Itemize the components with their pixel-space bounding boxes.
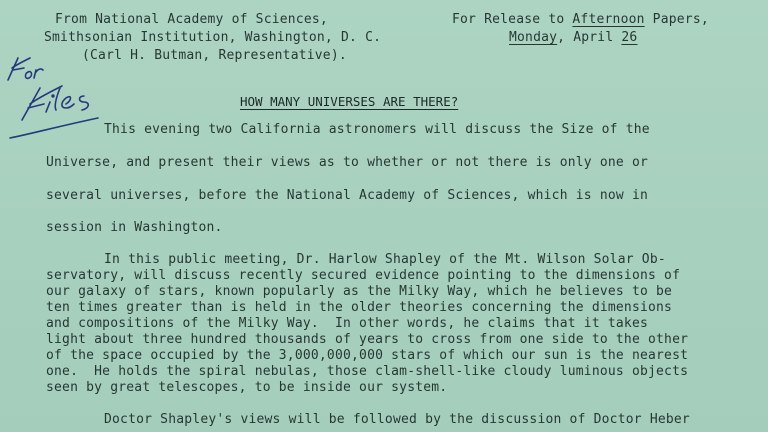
paragraph-2-line-3: our galaxy of stars, known popularly as the Milky Way, which he believes to be	[46, 284, 673, 299]
sender-line-2: Smithsonian Institution, Washington, D. C.	[44, 30, 382, 45]
release-date-prefix: , April	[557, 30, 622, 45]
release-date-line	[509, 30, 637, 46]
sender-line-1: From National Academy of Sciences,	[55, 12, 328, 27]
paragraph-2-line-4: ten times greater than is held in the older theories concerning the dimensions	[46, 300, 673, 315]
release-day: Monday	[509, 30, 558, 45]
paragraph-3-line-1: Doctor Shapley's views will be followed by the discussion of Doctor Heber	[104, 412, 690, 427]
paragraph-1-line-4: session in Washington.	[46, 220, 223, 235]
paragraph-2-line-9: seen by great telescopes, to be inside our system.	[46, 380, 448, 395]
paragraph-2-line-1: In this public meeting, Dr. Harlow Shapley of the Mt. Wilson Solar Ob-	[104, 252, 666, 267]
release-emphasis: Afternoon	[572, 12, 645, 27]
paragraph-2-line-2: servatory, will discuss recently secured evidence pointing to the dimensions of	[46, 268, 681, 283]
release-line	[452, 12, 709, 28]
paragraph-2-line-5: and compositions of the Milky Way. In other words, he claims that it takes	[46, 316, 648, 331]
document-title: HOW MANY UNIVERSES ARE THERE?	[240, 94, 459, 109]
paragraph-2-line-6: light about three hundred thousands of years to cross from one side to the other	[46, 332, 689, 347]
paragraph-1-line-1: This evening two California astronomers will discuss the Size of the	[104, 122, 650, 137]
paragraph-1-line-2: Universe, and present their views as to whether or not there is only one or	[46, 155, 648, 170]
paragraph-2-line-8: one. He holds the spiral nebulas, those clam-shell-like cloudy luminous objects	[46, 364, 689, 379]
handwritten-note-icon	[0, 38, 120, 148]
release-prefix: For Release to	[452, 12, 573, 27]
paragraph-1-line-3: several universes, before the National Academy of Sciences, which is now in	[46, 188, 648, 203]
release-date-num: 26	[621, 30, 638, 45]
paragraph-2-line-7: of the space occupied by the 3,000,000,000 stars of which our sun is the nearest	[46, 348, 689, 363]
release-suffix: Papers,	[644, 12, 709, 27]
sender-line-3: (Carl H. Butman, Representative).	[82, 48, 347, 63]
